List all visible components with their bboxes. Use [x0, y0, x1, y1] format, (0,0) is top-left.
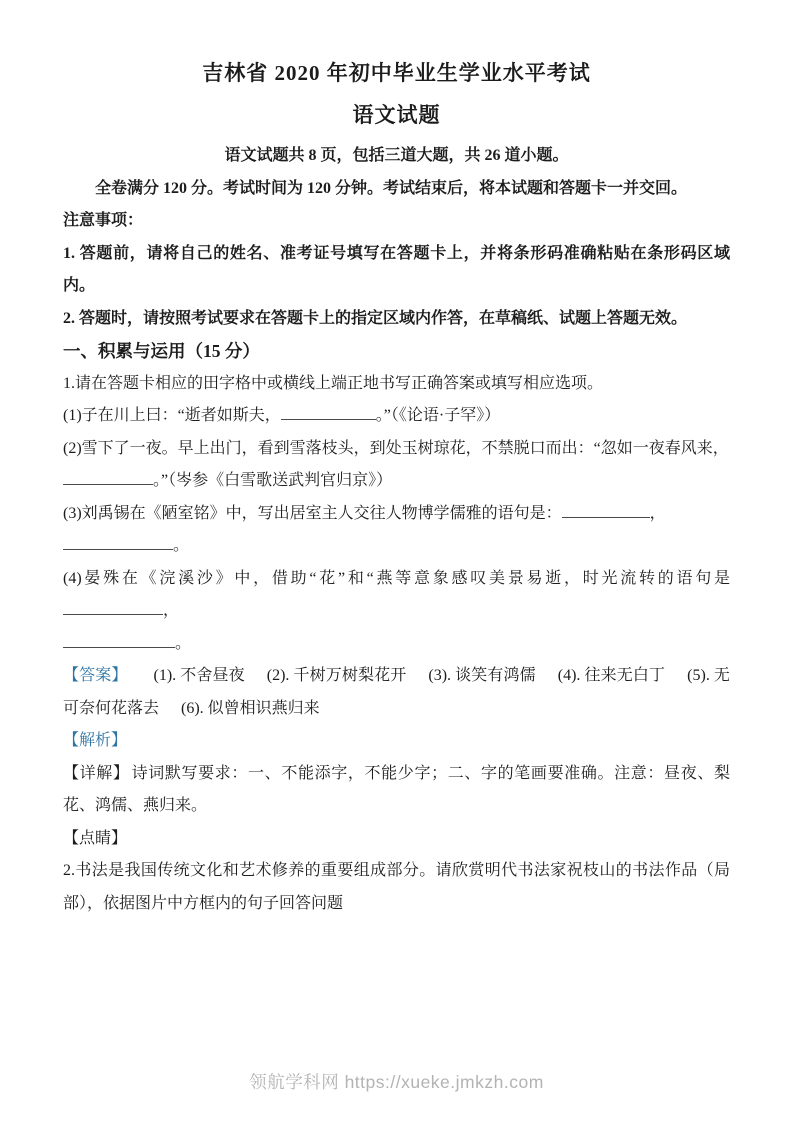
- item-4-text-mid: ，: [163, 602, 180, 619]
- analysis-label: [63, 725, 730, 758]
- notice-item-1: 1. 答题前，请将自己的姓名、准考证号填写在答题卡上，并将条形码准确粘贴在条形码区域内。: [63, 244, 730, 294]
- notice-item-2: 2. 答题时，请按照考试要求在答题卡上的指定区域内作答，在草稿纸、试题上答题无效。: [63, 309, 688, 327]
- item-3-text-mid: ，: [649, 504, 666, 522]
- item-4-text-end: 。: [175, 634, 192, 652]
- answer-item: (1). 不舍昼夜: [153, 667, 245, 684]
- item-1-text-pre: (1)子在川上曰：“逝者如斯夫，: [63, 407, 281, 424]
- question-1-item-4-line-2: [63, 628, 730, 661]
- spotlight-label: 【点睛】: [63, 829, 128, 847]
- item-1-text-post: 。”（《论语·子罕》）: [375, 407, 501, 424]
- fill-blank: [281, 405, 376, 420]
- exam-title: 吉林省 2020 年初中毕业生学业水平考试: [202, 61, 591, 85]
- answer-item: (2). 千树万树梨花开: [266, 667, 407, 684]
- fill-blank: [63, 600, 163, 615]
- answer-item: (4). 往来无白丁: [557, 667, 666, 684]
- section-1-heading: 一、积累与运用（15 分）: [63, 341, 260, 361]
- question-1-item-3-line-2: [63, 530, 730, 563]
- item-2-text-post: 。”（岑参《白雪歌送武判官归京》）: [153, 472, 393, 489]
- fill-blank: [562, 503, 650, 518]
- answer-item: (5). 无可奈何花落去: [63, 667, 730, 717]
- site-watermark: 领航学科网 https://xueke.jmkzh.com: [249, 1072, 544, 1092]
- answer-item: (6). 似曾相识燕归来: [181, 699, 320, 717]
- notice-heading: 注意事项：: [63, 212, 144, 229]
- detail-block: [63, 758, 730, 823]
- detail-text: 诗词默写要求：一、不能添字，不能少字；二、字的笔画要准确。注意：昼夜、梨花、鸿儒、燕归来。: [63, 764, 730, 814]
- fill-blank: [63, 633, 175, 648]
- exam-meta-pages: 语文试题共 8 页，包括三道大题，共 26 道小题。: [224, 147, 569, 164]
- question-1-item-2-line-1: (2)雪下了一夜。早上出门，看到雪落枝头，到处玉树琼花，不禁脱口而出：“忽如一夜春风来，: [63, 439, 729, 457]
- exam-meta-score-time: 全卷满分 120 分。考试时间为 120 分钟。考试结束后，将本试题和答题卡一并交回。: [95, 179, 688, 197]
- question-1-stem: 1.请在答题卡相应的田字格中或横线上端正地书写正确答案或填写相应选项。: [63, 374, 604, 392]
- item-3-text-end: 。: [173, 537, 190, 554]
- question-1-item-4-line-1: [63, 563, 730, 628]
- fill-blank: [63, 470, 153, 485]
- question-1-item-2-line-2: [63, 465, 730, 498]
- answer-block: [63, 660, 730, 725]
- item-3-text-pre: (3)刘禹锡在《陋室铭》中，写出居室主人交往人物博学儒雅的语句是：: [63, 504, 562, 522]
- analysis-label-text: 【解析】: [63, 732, 128, 749]
- fill-blank: [63, 535, 173, 550]
- question-1-item-3-line-1: [63, 498, 730, 531]
- answer-label: 【答案】: [63, 667, 128, 684]
- answer-item: (3). 谈笑有鸿儒: [428, 667, 536, 684]
- exam-subtitle: 语文试题: [352, 103, 441, 127]
- item-4-text-pre: (4)晏殊在《浣溪沙》中，借助“花”和“燕等意象感叹美景易逝，时光流转的语句是: [63, 569, 730, 587]
- question-1-item-1: [63, 400, 730, 433]
- detail-label: 【详解】: [63, 764, 130, 782]
- question-2-stem: 2.书法是我国传统文化和艺术修养的重要组成部分。请欣赏明代书法家祝枝山的书法作品（局部），依据图片中方框内的句子回答问题: [63, 862, 730, 912]
